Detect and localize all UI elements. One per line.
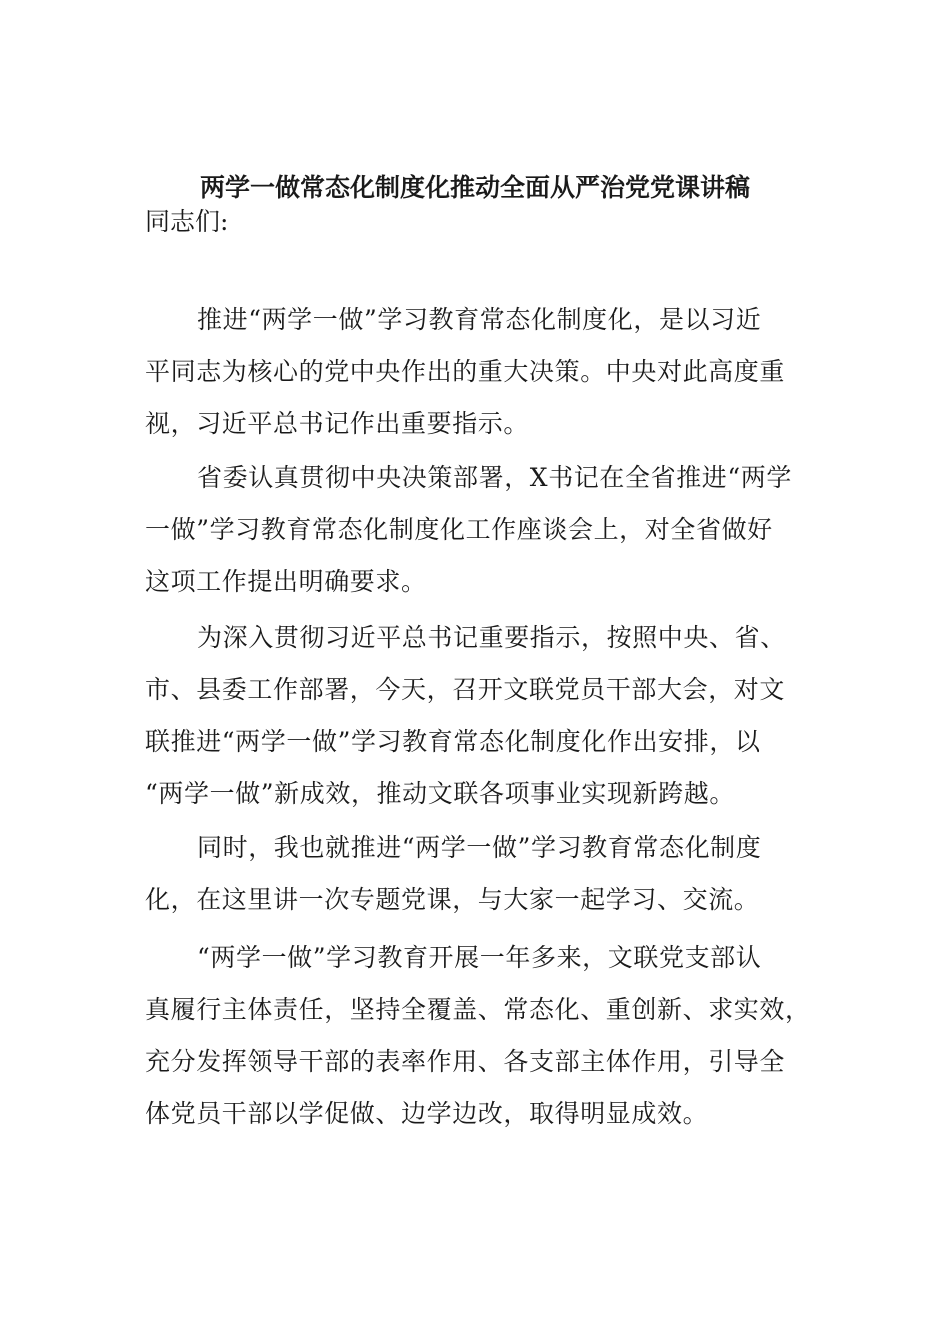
paragraph-line: 体党员干部以学促做、边学边改，取得明显成效。 (145, 1099, 709, 1128)
paragraph-1 (145, 294, 805, 450)
paragraph-line: 这项工作提出明确要求。 (145, 567, 427, 596)
paragraph-4 (145, 822, 805, 926)
paragraph-line: 同时，我也就推进“两学一做”学习教育常态化制度 (197, 833, 762, 862)
paragraph-line: 化，在这里讲一次专题党课，与大家一起学习、交流。 (145, 885, 760, 914)
paragraph-line: 真履行主体责任，坚持全覆盖、常态化、重创新、求实效， (145, 995, 811, 1024)
document-title: 两学一做常态化制度化推动全面从严治党党课讲稿 (199, 173, 750, 202)
paragraph-line: 充分发挥领导干部的表率作用、各支部主体作用，引导全 (145, 1047, 786, 1076)
paragraph-5 (145, 932, 811, 1140)
paragraph-line: “两学一做”新成效，推动文联各项事业实现新跨越。 (145, 779, 735, 808)
paragraph-2 (145, 452, 805, 608)
paragraph-line: 平同志为核心的党中央作出的重大决策。中央对此高度重 (145, 357, 786, 386)
paragraph-line: 为深入贯彻习近平总书记重要指示，按照中央、省、 (197, 623, 786, 652)
paragraph-line: 市、县委工作部署，今天，召开文联党员干部大会，对文 (145, 675, 786, 704)
paragraph-line: 推进“两学一做”学习教育常态化制度化，是以习近 (197, 305, 762, 334)
paragraph-line: 联推进“两学一做”学习教育常态化制度化作出安排，以 (145, 727, 761, 756)
paragraph-line: 省委认真贯彻中央决策部署，X书记在全省推进“两学 (197, 463, 792, 492)
paragraph-line: “两学一做”学习教育开展一年多来，文联党支部认 (197, 943, 762, 972)
salutation: 同志们: (145, 207, 229, 236)
paragraph-3 (145, 612, 805, 820)
paragraph-line: 视，习近平总书记作出重要指示。 (145, 409, 530, 438)
paragraph-line: 一做”学习教育常态化制度化工作座谈会上，对全省做好 (145, 515, 773, 544)
